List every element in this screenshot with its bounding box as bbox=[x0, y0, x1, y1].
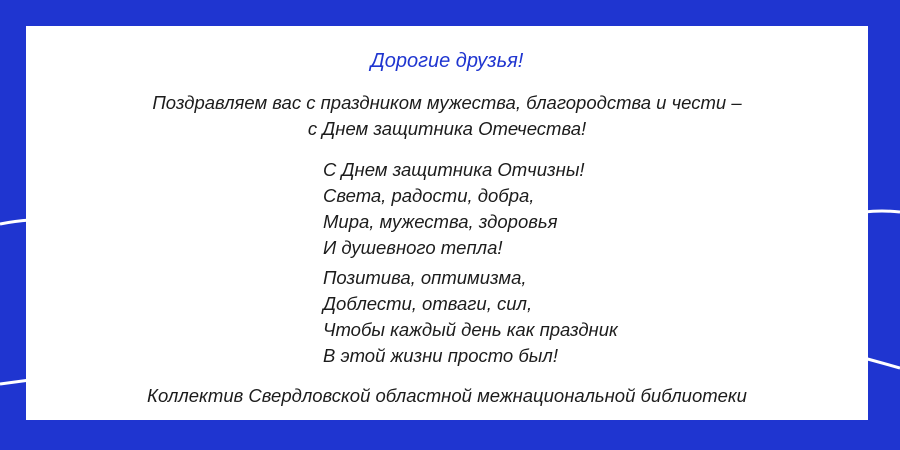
intro-line-1: Поздравляем вас с праздником мужества, благородства и чести – bbox=[152, 92, 742, 113]
right-white-curve bbox=[864, 211, 900, 212]
right-lower-white-curve bbox=[864, 358, 900, 368]
greeting-title: Дорогие друзья! bbox=[370, 50, 524, 72]
poem-stanza-2 bbox=[323, 265, 618, 369]
poem-line: И душевного тепла! bbox=[323, 237, 503, 258]
poem-line: Чтобы каждый день как праздник bbox=[323, 319, 618, 340]
poem-line: Мира, мужества, здоровья bbox=[323, 211, 558, 232]
poem-stanza-1 bbox=[323, 157, 585, 261]
poem-line: Позитива, оптимизма, bbox=[323, 267, 527, 288]
intro-line-2: с Днем защитника Отечества! bbox=[307, 118, 587, 139]
poem-line: С Днем защитника Отчизны! bbox=[323, 159, 585, 180]
poem-line: В этой жизни просто был! bbox=[323, 345, 558, 366]
signature: Коллектив Свердловской областной межнациональной библиотеки bbox=[147, 385, 747, 406]
poem-line: Доблести, отваги, сил, bbox=[323, 293, 533, 314]
poem-line: Света, радости, добра, bbox=[323, 185, 535, 206]
greeting-card bbox=[26, 26, 868, 420]
